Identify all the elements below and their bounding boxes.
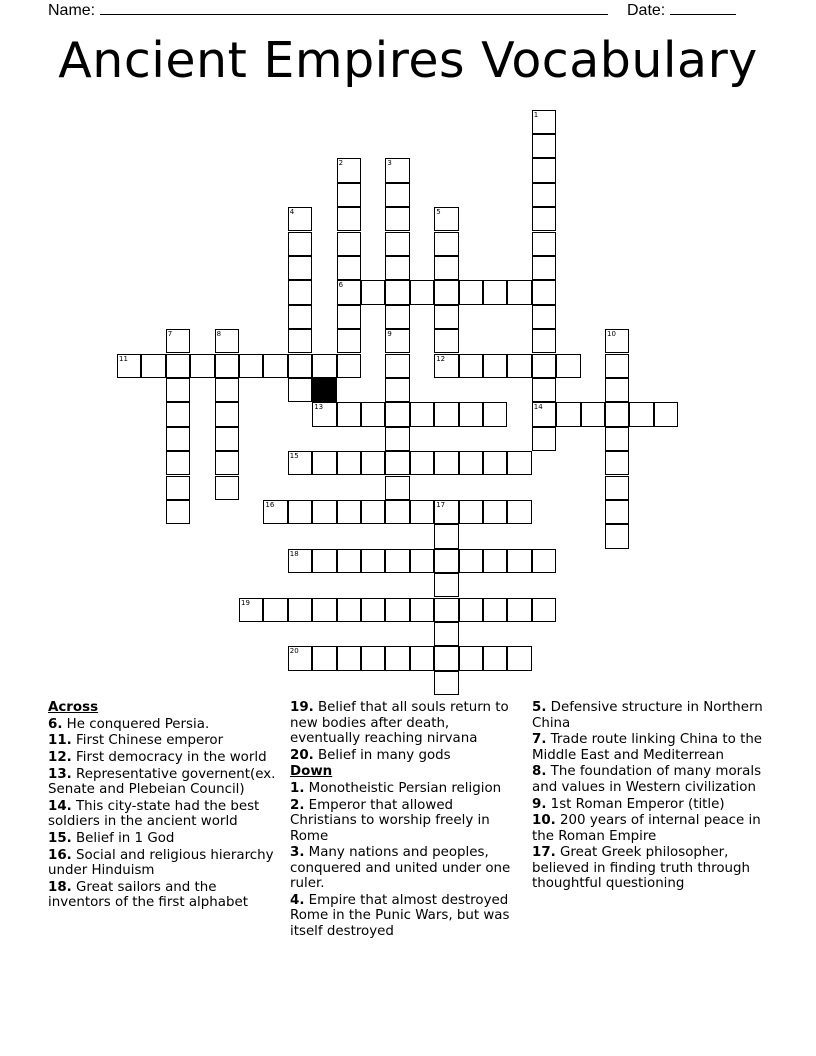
grid-cell[interactable] <box>434 573 458 597</box>
grid-cell[interactable] <box>337 280 361 304</box>
grid-cell[interactable] <box>434 671 458 695</box>
grid-cell[interactable] <box>434 207 458 231</box>
grid-cell[interactable] <box>434 280 458 304</box>
grid-cell[interactable] <box>434 402 458 426</box>
grid-cell[interactable] <box>312 402 336 426</box>
grid-cell[interactable] <box>532 378 556 402</box>
grid-cell[interactable] <box>337 500 361 524</box>
cell-number: 3 <box>387 159 392 168</box>
grid-cell[interactable] <box>459 646 483 670</box>
grid-cell[interactable] <box>532 427 556 451</box>
grid-cell[interactable] <box>410 598 434 622</box>
grid-cell[interactable] <box>337 232 361 256</box>
clues-column-3 <box>532 700 770 893</box>
clue-down-2: 2. Emperor that allowed Christians to worship freely in Rome <box>290 797 490 844</box>
grid-cell[interactable] <box>337 207 361 231</box>
grid-cell[interactable] <box>166 500 190 524</box>
grid-cell[interactable] <box>288 598 312 622</box>
grid-cell[interactable] <box>385 427 409 451</box>
grid-cell[interactable] <box>410 451 434 475</box>
grid-cell[interactable] <box>215 378 239 402</box>
clue-across-14: 14. This city-state had the best soldiers in the ancient world <box>48 798 260 830</box>
grid-cell[interactable] <box>337 646 361 670</box>
grid-cell[interactable] <box>215 329 239 353</box>
grid-cell[interactable] <box>385 183 409 207</box>
grid-cell[interactable] <box>459 500 483 524</box>
grid-cell[interactable] <box>361 549 385 573</box>
grid-cell[interactable] <box>434 329 458 353</box>
grid-cell[interactable] <box>483 500 507 524</box>
grid-cell[interactable] <box>459 598 483 622</box>
grid-cell[interactable] <box>434 598 458 622</box>
grid-cell[interactable] <box>532 232 556 256</box>
grid-cell[interactable] <box>337 183 361 207</box>
grid-cell[interactable] <box>288 500 312 524</box>
clue-down-10: 10. 200 years of internal peace in the Roman Empire <box>532 813 761 844</box>
grid-cell[interactable] <box>361 500 385 524</box>
grid-cell[interactable] <box>385 646 409 670</box>
grid-cell[interactable] <box>337 354 361 378</box>
grid-cell[interactable] <box>410 500 434 524</box>
clue-across-6: 6. He conquered Persia. <box>48 716 210 732</box>
grid-cell[interactable] <box>385 549 409 573</box>
grid-cell[interactable] <box>532 549 556 573</box>
cell-number: 19 <box>241 598 250 607</box>
grid-cell[interactable] <box>288 549 312 573</box>
grid-cell[interactable] <box>507 549 531 573</box>
clue-down-7: 7. Trade route linking China to the Middle East and Mediterrean <box>532 732 763 763</box>
grid-cell[interactable] <box>288 329 312 353</box>
grid-cell[interactable] <box>385 305 409 329</box>
grid-cell[interactable] <box>385 500 409 524</box>
grid-cell[interactable] <box>288 305 312 329</box>
clue-down-5: 5. Defensive structure in Northern China <box>532 700 763 731</box>
clue-down-9: 9. 1st Roman Emperor (title) <box>532 796 725 812</box>
grid-cell[interactable] <box>288 378 312 402</box>
grid-cell[interactable] <box>312 500 336 524</box>
grid-cell[interactable] <box>532 134 556 158</box>
clue-across-20: 20. Belief in many gods <box>290 747 451 763</box>
date-label: Date: <box>627 2 666 19</box>
grid-cell[interactable] <box>532 402 556 426</box>
cell-number: 1 <box>533 110 539 119</box>
grid-cell[interactable] <box>385 256 409 280</box>
grid-cell[interactable] <box>215 402 239 426</box>
grid-cell[interactable] <box>337 598 361 622</box>
grid-cell[interactable] <box>434 305 458 329</box>
across-heading: Across <box>48 700 99 715</box>
clues-column-1 <box>48 700 278 912</box>
cell-number: 11 <box>119 354 128 363</box>
grid-cell[interactable] <box>288 646 312 670</box>
grid-cell[interactable] <box>605 524 629 548</box>
grid-cell[interactable] <box>532 110 556 134</box>
grid-cell[interactable] <box>385 378 409 402</box>
cell-number: 12 <box>436 354 446 363</box>
grid-cell[interactable] <box>483 646 507 670</box>
cell-number: 20 <box>289 647 299 656</box>
grid-cell[interactable] <box>385 598 409 622</box>
grid-cell[interactable] <box>263 354 287 378</box>
grid-cell[interactable] <box>312 598 336 622</box>
cell-number: 7 <box>167 330 173 339</box>
grid-cell[interactable] <box>166 329 190 353</box>
cell-number: 6 <box>338 281 344 290</box>
grid-cell[interactable] <box>532 207 556 231</box>
grid-cell[interactable] <box>605 427 629 451</box>
grid-cell[interactable] <box>263 598 287 622</box>
cell-number: 18 <box>289 549 299 558</box>
cell-number: 14 <box>533 403 543 412</box>
grid-cell[interactable] <box>166 354 190 378</box>
grid-cell[interactable] <box>288 451 312 475</box>
grid-cell[interactable] <box>434 256 458 280</box>
grid-cell[interactable] <box>532 329 556 353</box>
grid-cell[interactable] <box>532 158 556 182</box>
grid-cell[interactable] <box>215 427 239 451</box>
cell-number: 8 <box>216 330 222 339</box>
grid-cell[interactable] <box>337 402 361 426</box>
grid-cell[interactable] <box>581 402 605 426</box>
grid-cell[interactable] <box>361 451 385 475</box>
grid-cell[interactable] <box>410 280 434 304</box>
grid-cell[interactable] <box>312 646 336 670</box>
grid-cell[interactable] <box>337 451 361 475</box>
grid-cell[interactable] <box>459 549 483 573</box>
grid-cell[interactable] <box>605 476 629 500</box>
cell-number: 4 <box>289 208 295 217</box>
grid-cell[interactable] <box>166 378 190 402</box>
grid-cell[interactable] <box>410 549 434 573</box>
grid-cell[interactable] <box>337 305 361 329</box>
grid-cell[interactable] <box>629 402 653 426</box>
grid-cell[interactable] <box>312 549 336 573</box>
grid-cell[interactable] <box>434 354 458 378</box>
grid-cell[interactable] <box>532 598 556 622</box>
grid-cell[interactable] <box>483 451 507 475</box>
clue-across-12: 12. First democracy in the world <box>48 749 267 765</box>
grid-cell[interactable] <box>507 500 531 524</box>
grid-cell[interactable] <box>166 402 190 426</box>
page-title: Ancient Empires Vocabulary <box>58 32 758 89</box>
grid-cell[interactable] <box>337 256 361 280</box>
grid-cell[interactable] <box>654 402 678 426</box>
cell-number: 13 <box>314 403 324 412</box>
grid-cell[interactable] <box>605 354 629 378</box>
grid-cell[interactable] <box>507 354 531 378</box>
cell-number: 15 <box>289 452 299 461</box>
grid-cell[interactable] <box>166 427 190 451</box>
grid-cell[interactable] <box>483 280 507 304</box>
grid-cell[interactable] <box>605 500 629 524</box>
cell-number: 2 <box>338 159 344 168</box>
grid-cell[interactable] <box>239 354 263 378</box>
clue-down-17: 17. Great Greek philosopher, believed in finding truth through thoughtful questioning <box>532 845 751 892</box>
black-square <box>312 378 336 402</box>
grid-cell[interactable] <box>215 451 239 475</box>
grid-cell[interactable] <box>507 451 531 475</box>
grid-cell[interactable] <box>507 280 531 304</box>
grid-cell[interactable] <box>361 402 385 426</box>
grid-cell[interactable] <box>385 329 409 353</box>
grid-cell[interactable] <box>483 354 507 378</box>
grid-cell[interactable] <box>385 354 409 378</box>
clues-column-2 <box>290 700 522 941</box>
grid-cell[interactable] <box>605 451 629 475</box>
grid-cell[interactable] <box>215 354 239 378</box>
grid-cell[interactable] <box>288 354 312 378</box>
grid-cell[interactable] <box>215 476 239 500</box>
grid-cell[interactable] <box>532 305 556 329</box>
clue-across-13: 13. Representative governent(ex. Senate and Plebeian Council) <box>48 766 276 798</box>
cell-number: 5 <box>436 208 441 217</box>
grid-cell[interactable] <box>410 646 434 670</box>
grid-cell[interactable] <box>434 500 458 524</box>
grid-cell[interactable] <box>507 598 531 622</box>
grid-cell[interactable] <box>288 207 312 231</box>
grid-cell[interactable] <box>483 402 507 426</box>
grid-cell[interactable] <box>385 402 409 426</box>
grid-cell[interactable] <box>190 354 214 378</box>
grid-cell[interactable] <box>459 280 483 304</box>
grid-cell[interactable] <box>532 354 556 378</box>
grid-cell[interactable] <box>117 354 141 378</box>
grid-cell[interactable] <box>605 402 629 426</box>
grid-cell[interactable] <box>532 183 556 207</box>
grid-cell[interactable] <box>459 354 483 378</box>
cell-number: 10 <box>607 330 616 339</box>
name-label: Name: <box>48 2 96 19</box>
grid-cell[interactable] <box>337 158 361 182</box>
grid-cell[interactable] <box>434 549 458 573</box>
clue-across-11: 11. First Chinese emperor <box>48 733 224 749</box>
cell-number: 17 <box>436 500 446 509</box>
grid-cell[interactable] <box>288 256 312 280</box>
grid-cell[interactable] <box>312 354 336 378</box>
cell-number: 16 <box>265 500 275 509</box>
grid-cell[interactable] <box>385 280 409 304</box>
grid-cell[interactable] <box>532 256 556 280</box>
grid-cell[interactable] <box>434 232 458 256</box>
grid-cell[interactable] <box>410 402 434 426</box>
grid-cell[interactable] <box>556 354 580 378</box>
grid-cell[interactable] <box>337 549 361 573</box>
grid-cell[interactable] <box>605 329 629 353</box>
grid-cell[interactable] <box>605 378 629 402</box>
grid-cell[interactable] <box>288 280 312 304</box>
clue-down-8: 8. The foundation of many morals and values in Western civilization <box>532 764 762 795</box>
grid-cell[interactable] <box>434 524 458 548</box>
grid-cell[interactable] <box>385 158 409 182</box>
clue-across-16: 16. Social and religious hierarchy under Hinduism <box>48 847 274 879</box>
grid-cell[interactable] <box>337 329 361 353</box>
clue-across-15: 15. Belief in 1 God <box>48 830 175 846</box>
down-heading: Down <box>290 764 333 780</box>
grid-cell[interactable] <box>385 451 409 475</box>
grid-cell[interactable] <box>361 646 385 670</box>
clue-across-19: 19. Belief that all souls return to new bodies after death, eventually reaching nirvana <box>290 700 509 746</box>
grid-cell[interactable] <box>434 622 458 646</box>
grid-cell[interactable] <box>166 476 190 500</box>
grid-cell[interactable] <box>459 402 483 426</box>
grid-cell[interactable] <box>483 549 507 573</box>
clue-across-18: 18. Great sailors and the inventors of the first alphabet <box>48 879 248 911</box>
grid-cell[interactable] <box>483 598 507 622</box>
grid-cell[interactable] <box>459 451 483 475</box>
grid-cell[interactable] <box>385 207 409 231</box>
grid-cell[interactable] <box>312 451 336 475</box>
grid-cell[interactable] <box>141 354 165 378</box>
clue-down-3: 3. Many nations and peoples, conquered and united under one ruler. <box>290 845 511 892</box>
cell-number: 9 <box>387 330 392 339</box>
clue-down-1: 1. Monotheistic Persian religion <box>290 780 502 796</box>
grid-cell[interactable] <box>239 598 263 622</box>
grid-cell[interactable] <box>385 232 409 256</box>
grid-cell[interactable] <box>361 598 385 622</box>
grid-cell[interactable] <box>288 232 312 256</box>
grid-cell[interactable] <box>434 451 458 475</box>
grid-cell[interactable] <box>507 646 531 670</box>
grid-cell[interactable] <box>385 476 409 500</box>
clue-down-4: 4. Empire that almost destroyed Rome in the Punic Wars, but was itself destroyed <box>290 892 510 939</box>
grid-cell[interactable] <box>556 402 580 426</box>
grid-cell[interactable] <box>361 280 385 304</box>
grid-cell[interactable] <box>166 451 190 475</box>
grid-cell[interactable] <box>532 280 556 304</box>
grid-cell[interactable] <box>434 646 458 670</box>
grid-cell[interactable] <box>263 500 287 524</box>
